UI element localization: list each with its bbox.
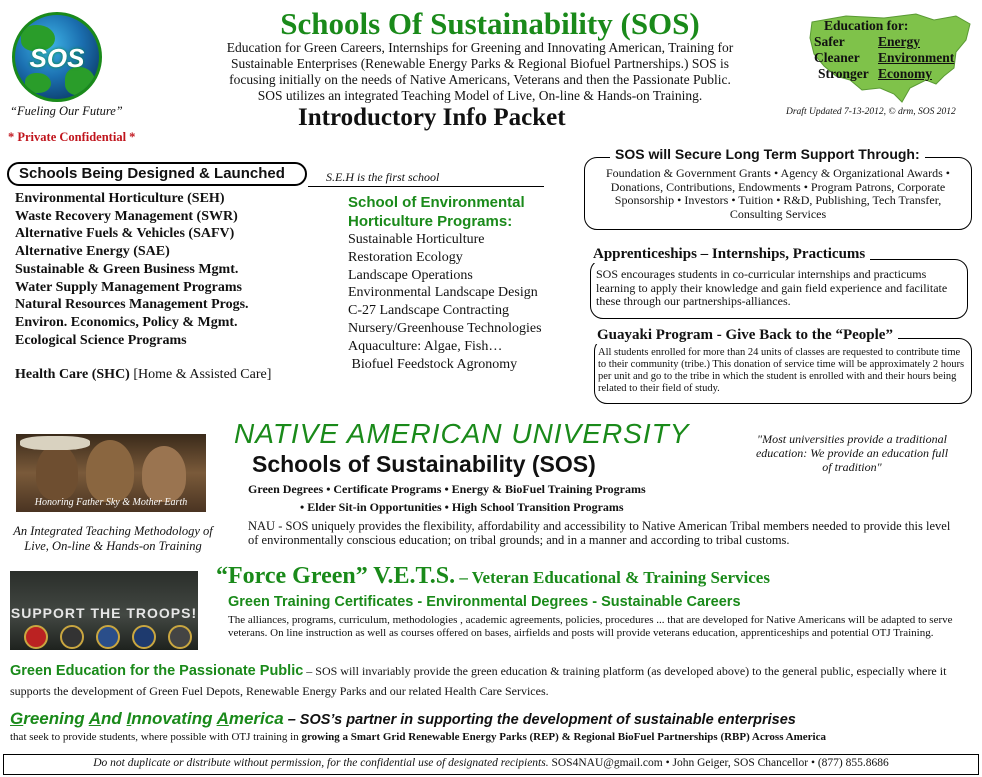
footer-notice: Do not duplicate or distribute without permission, for the confidential use of designated recipients. (93, 757, 549, 769)
public-heading: Green Education for the Passionate Public (10, 663, 304, 679)
vets-title-sub: – Veteran Educational & Training Services (455, 568, 770, 587)
support-heading: SOS will Secure Long Term Support Through: (610, 146, 925, 162)
gia-word: nd (101, 709, 127, 728)
tradition-quote: "Most universities provide a traditional education: We provide an education full of tradition" (755, 432, 949, 474)
map-row (814, 66, 974, 82)
footer (3, 757, 979, 769)
confidential-label: * Private Confidential * (8, 130, 136, 144)
health-care-label: Health Care (SHC) (15, 367, 130, 382)
gia-word: nnovating (131, 709, 217, 728)
tagline: “Fueling Our Future” (10, 104, 123, 118)
gia-text-bold: growing a Smart Grid Renewable Energy Parks (REP) & Regional BioFuel Partnerships (RBP) Across America (301, 731, 826, 743)
subtitle-line: SOS utilizes an integrated Teaching Model of Live, On-line & Hands-on Training. (257, 88, 703, 103)
vets-subtitle: Green Training Certificates - Environmental Degrees - Sustainable Careers (228, 594, 741, 610)
list-item: Environmental Landscape Design (348, 285, 538, 301)
list-item: Water Supply Management Programs (15, 279, 242, 295)
list-item: Biofuel Feedstock Agronomy (348, 356, 518, 372)
footer-contact: SOS4NAU@gmail.com • John Geiger, SOS Chancellor • (877) 855.8686 (548, 757, 889, 769)
map-row (814, 34, 974, 50)
gia-initial: I (126, 709, 132, 728)
packet-title: Introductory Info Packet (298, 104, 566, 131)
map-row-left: Stronger (818, 66, 869, 81)
vets-title-main: “Force Green” V.E.T.S. (216, 563, 456, 589)
list-item: Landscape Operations (348, 267, 473, 283)
nau-programs-line: • Elder Sit-in Opportunities • High School Transition Programs (300, 500, 624, 514)
passionate-public-section (10, 661, 970, 701)
gia-initial: A (88, 709, 102, 728)
subtitle-line: Education for Green Careers, Internships for Greening and Innovating American, Training for (226, 40, 734, 55)
list-item: Sustainable & Green Business Mgmt. (15, 261, 239, 277)
list-item: Restoration Ecology (348, 249, 463, 265)
subtitle-line: focusing initially on the needs of Native Americans, Veterans and then the Passionate Public. (229, 72, 731, 87)
list-item: C-27 Landscape Contracting (348, 303, 509, 319)
page-title: Schools Of Sustainability (SOS) (280, 6, 700, 41)
nau-subtitle: Schools of Sustainability (SOS) (252, 451, 596, 477)
map-row-left: Cleaner (814, 50, 860, 65)
image-caption: Honoring Father Sky & Mother Earth (34, 497, 188, 508)
list-item: Alternative Energy (SAE) (15, 244, 170, 260)
support-troops-image (10, 571, 198, 650)
draft-note: Draft Updated 7-13-2012, © drm, SOS 2012 (786, 107, 956, 117)
nau-description: NAU - SOS uniquely provides the flexibility, affordability and accessibility to Native American Tribal members needed to provide this level of environmentally conscious education; on tribal grounds; and in a manner and according to tribal customs. (248, 519, 951, 547)
list-item: Natural Resources Management Progs. (15, 297, 249, 313)
guayaki-heading: Guayaki Program - Give Back to the “People” (592, 327, 898, 344)
gia-text (10, 731, 970, 743)
health-care-item (15, 367, 271, 383)
guayaki-text: All students enrolled for more than 24 units of classes are requested to contribute time to their community (tribe.) This donation of service time will be approximately 2 hours per unit and go to the tribe in which the student is enrolled with and their hours being related to their field of study. (598, 347, 965, 394)
gia-word: reening (23, 709, 89, 728)
gia-heading-rest: – SOS’s partner in supporting the development of sustainable enterprises (283, 712, 796, 728)
map-row-right: Economy (878, 66, 932, 81)
public-text: – SOS will invariably provide the green education & training platform (as developed above) to the general public, especially where it supports the development of Green Fuel Depots, Renewable Energy Parks and our related Health Care Services. (10, 664, 947, 698)
gia-heading (10, 709, 796, 729)
subtitle-line: Sustainable Enterprises (Renewable Energy Parks & Regional Biofuel Partnerships.) SOS is (230, 56, 730, 71)
sos-globe-logo (12, 12, 102, 102)
list-item: Environmental Horticulture (SEH) (15, 191, 225, 206)
nau-title: NATIVE AMERICAN UNIVERSITY (234, 418, 690, 449)
logo-text: SOS (29, 43, 85, 73)
list-item: Alternative Fuels & Vehicles (SAFV) (15, 226, 235, 242)
list-item: Nursery/Greenhouse Technologies (348, 320, 542, 336)
vets-title (216, 563, 770, 590)
support-troops-text: SUPPORT THE TROOPS! (10, 605, 198, 621)
school-list (15, 190, 249, 349)
seh-first-note: S.E.H is the first school (326, 170, 440, 184)
list-item: Sustainable Horticulture (348, 232, 485, 247)
teaching-methodology-caption: An Integrated Teaching Methodology of Live, On-line & Hands-on Training (13, 524, 213, 553)
list-item: Ecological Science Programs (15, 332, 187, 348)
gia-text-plain: that seek to provide students, where possible with OTJ training in (10, 731, 302, 743)
seh-programs-heading: School of Environmental Horticulture Programs: (348, 194, 525, 230)
apprenticeships-text: SOS encourages students in co-curricular internships and practicums learning to apply their knowledge and gain field experience and facilitate these through our partnerships-alliances. (596, 267, 948, 308)
divider (308, 186, 544, 187)
apprenticeships-heading: Apprenticeships – Internships, Practicums (588, 246, 870, 263)
education-for-heading: Education for: (824, 18, 909, 33)
gia-initial: G (10, 709, 24, 728)
support-text: Foundation & Government Grants • Agency & Organizational Awards • Donations, Contributions, Endowments • Program Patrons, Corporate Sponsorship • Investors • Tuition • R&D, Publishing, Tech Transfer, Consulting Services (605, 166, 950, 221)
seh-programs-list (348, 231, 542, 373)
header-subtitle (200, 40, 760, 104)
native-american-elders-image (16, 434, 206, 512)
gia-word: merica (228, 709, 284, 728)
list-item: Environ. Economics, Policy & Mgmt. (15, 314, 238, 330)
list-item: Waste Recovery Management (SWR) (15, 208, 238, 224)
map-row-left: Safer (814, 34, 845, 49)
map-row (814, 50, 974, 66)
education-for-box (814, 18, 974, 82)
health-care-note: [Home & Assisted Care] (133, 367, 272, 382)
gia-initial: A (216, 709, 229, 728)
map-row-right: Environment (878, 50, 955, 65)
map-row-right: Energy (878, 34, 920, 49)
nau-programs-line: Green Degrees • Certificate Programs • Energy & BioFuel Training Programs (248, 482, 646, 496)
list-item: Aquaculture: Algae, Fish… (348, 338, 503, 354)
schools-heading-pill: Schools Being Designed & Launched (7, 162, 307, 186)
vets-description: The alliances, programs, curriculum, methodologies , academic agreements, policies, procedures ... that are developed for Native Americans will be adapted to serve veterans. On line instruction as well as courses offered on bases, airfields and posts will provide veterans education, apprenticeships and potential OTJ Training. (228, 614, 953, 639)
